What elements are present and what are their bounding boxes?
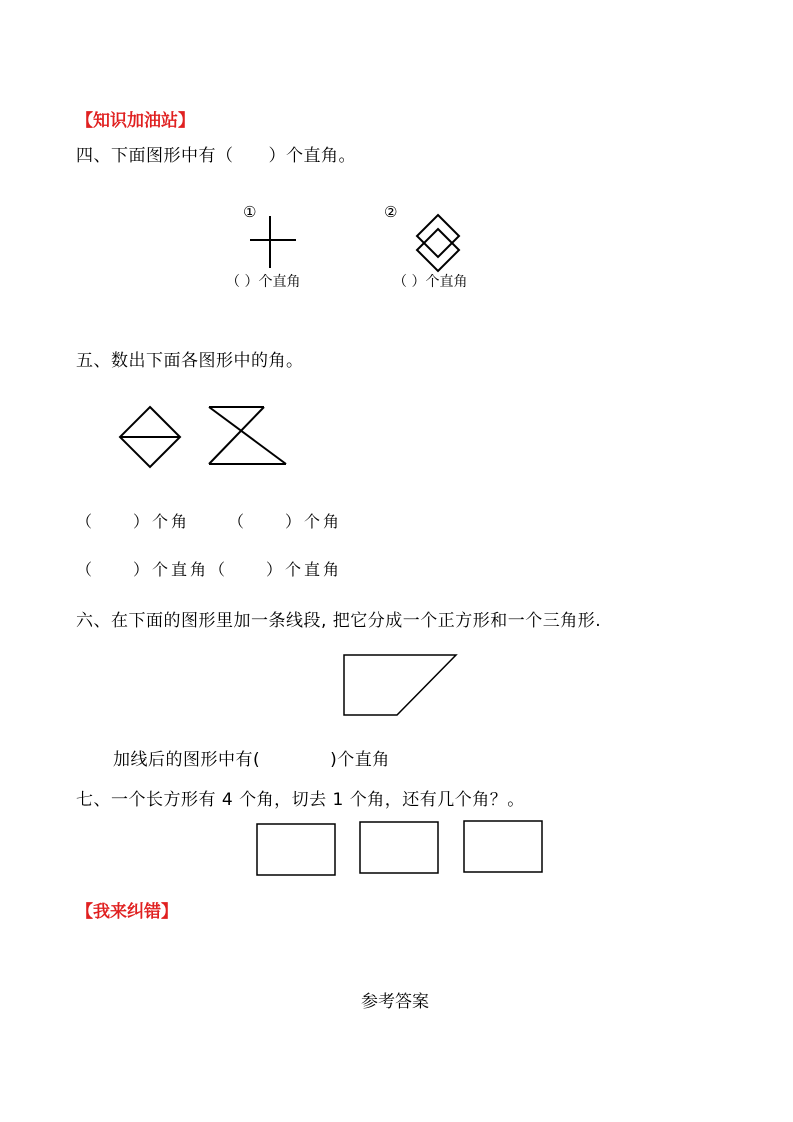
question-7-title: 七、一个长方形有 4 个角，切去 1 个角，还有几个角？。 [76, 790, 525, 810]
figure-trapezoid [342, 653, 460, 719]
figure-2-number: ② [384, 203, 398, 221]
question-4-title: 四、下面图形中有（ ）个直角。 [76, 146, 356, 166]
figure-2-label: （ ）个直角 [393, 274, 468, 290]
question-6-answer: 加线后的图形中有( )个直角 [113, 750, 390, 770]
answers-heading: 参考答案 [361, 992, 429, 1012]
figure-1-number: ① [243, 203, 257, 221]
question-5-answer-angles-2: （ ）个角 [228, 512, 343, 531]
figure-1-label: （ ）个直角 [226, 274, 301, 290]
figure-1-cross [248, 214, 298, 270]
figure-hourglass [206, 404, 290, 468]
section-title-fix-errors: 【我来纠错】 [76, 902, 178, 922]
rectangle-2 [358, 820, 440, 876]
figure-diamond-with-diagonal [118, 405, 182, 469]
question-6-title: 六、在下面的图形里加一条线段, 把它分成一个正方形和一个三角形. [76, 611, 602, 631]
figure-2-overlapping-squares [416, 212, 462, 274]
rectangle-3 [462, 819, 544, 875]
question-5-title: 五、数出下面各图形中的角。 [76, 351, 304, 371]
rectangle-1 [255, 822, 337, 878]
section-title-knowledge: 【知识加油站】 [76, 111, 195, 131]
question-5-answer-angles-1: （ ）个角 [76, 512, 191, 531]
question-5-answer-right-angles: （ ）个直角（ ）个直角 [76, 560, 343, 579]
